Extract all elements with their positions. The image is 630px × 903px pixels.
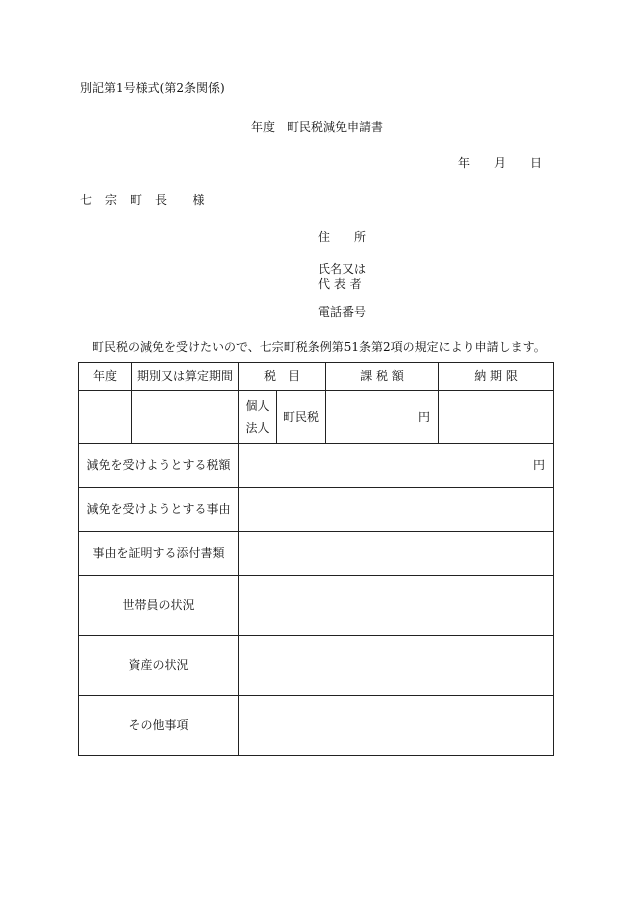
header-due-date: 納 期 限 xyxy=(439,363,554,391)
table-row xyxy=(79,444,554,488)
hojin-label: 法人 xyxy=(245,421,270,435)
period-input-cell[interactable] xyxy=(132,391,239,444)
assets-label: 資産の状況 xyxy=(79,636,239,696)
exempt-amount-label: 減免を受けようとする税額 xyxy=(79,444,239,488)
name-label xyxy=(318,262,366,292)
header-tax-amount: 課 税 額 xyxy=(326,363,439,391)
exempt-reason-input-cell[interactable] xyxy=(239,488,554,532)
yen-unit: 円 xyxy=(418,409,431,424)
tax-name-cell: 町民税 xyxy=(277,391,326,444)
table-header-row xyxy=(79,363,554,391)
attachments-label: 事由を証明する添付書類 xyxy=(79,532,239,576)
year-input-cell[interactable] xyxy=(79,391,132,444)
household-input-cell[interactable] xyxy=(239,576,554,636)
table-row xyxy=(79,696,554,756)
header-year: 年度 xyxy=(79,363,132,391)
other-input-cell[interactable] xyxy=(239,696,554,756)
exempt-reason-label: 減免を受けようとする事由 xyxy=(79,488,239,532)
header-period: 期別又は算定期間 xyxy=(132,363,239,391)
addressee: 七 宗 町 長 様 xyxy=(80,193,206,207)
due-date-input-cell[interactable] xyxy=(439,391,554,444)
date-month-label: 月 xyxy=(494,156,507,170)
address-label: 住 所 xyxy=(318,230,367,244)
household-label: 世帯員の状況 xyxy=(79,576,239,636)
form-reference: 別記第1号様式(第2条関係) xyxy=(80,81,225,95)
table-row xyxy=(79,636,554,696)
table-row xyxy=(79,576,554,636)
assets-input-cell[interactable] xyxy=(239,636,554,696)
document-title: 年度 町民税減免申請書 xyxy=(251,120,384,134)
table-row xyxy=(79,532,554,576)
intro-text: 町民税の減免を受けたいので、七宗町税条例第51条第2項の規定により申請します。 xyxy=(92,340,546,354)
yen-unit: 円 xyxy=(533,458,546,473)
table-row xyxy=(79,488,554,532)
table-row xyxy=(79,391,554,444)
name-label-line2: 代 表 者 xyxy=(318,277,362,291)
name-label-line1: 氏名又は xyxy=(318,262,367,276)
header-tax-item: 税 目 xyxy=(239,363,326,391)
date-day-label: 日 xyxy=(530,156,543,170)
taxpayer-type-cell xyxy=(239,391,277,444)
application-table xyxy=(78,362,554,756)
other-label: その他事項 xyxy=(79,696,239,756)
exempt-amount-input-cell[interactable] xyxy=(239,444,554,488)
phone-label: 電話番号 xyxy=(318,305,367,319)
attachments-input-cell[interactable] xyxy=(239,532,554,576)
tax-amount-input-cell[interactable] xyxy=(326,391,439,444)
date-year-label: 年 xyxy=(458,156,471,170)
kojin-label: 個人 xyxy=(245,399,270,413)
